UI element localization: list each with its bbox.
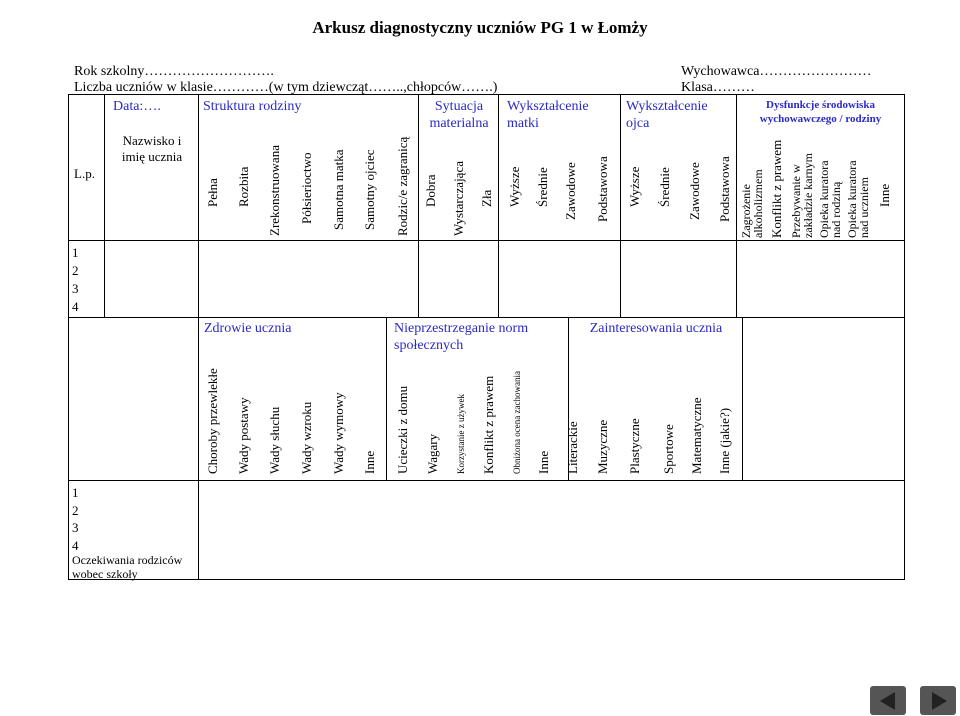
bottom-column-header: Inne bbox=[536, 450, 551, 474]
top-column-header: Konflikt z prawem bbox=[769, 139, 784, 238]
bottom-column-header: Wady postawy bbox=[236, 397, 251, 474]
bottom-column-header: Wady wymowy bbox=[331, 392, 346, 474]
table-row: 4 bbox=[72, 299, 79, 314]
top-column-header: Opieka kuratora nad uczniem bbox=[845, 160, 871, 238]
family-structure-header: Struktura rodziny bbox=[203, 99, 302, 114]
top-column-header: Podstawowa bbox=[595, 156, 610, 222]
bottom-column-header: Wady wzroku bbox=[299, 401, 314, 474]
top-column-header: Dobra bbox=[423, 174, 438, 207]
previous-slide-button[interactable] bbox=[870, 686, 906, 715]
table-row: 2 bbox=[72, 263, 79, 278]
class-field: Klasa……… bbox=[681, 80, 755, 95]
top-column-header: Wyższe bbox=[507, 166, 522, 207]
next-slide-button[interactable] bbox=[920, 686, 956, 715]
table-row: 3 bbox=[72, 520, 79, 535]
bottom-column-header: Wady słuchu bbox=[267, 406, 282, 474]
tutor-field: Wychowawca…………………… bbox=[681, 64, 872, 79]
top-column-header: Rozbita bbox=[236, 166, 251, 207]
bottom-row-numbers bbox=[72, 484, 79, 554]
bottom-column-header: Ucieczki z domu bbox=[395, 385, 410, 474]
health-header: Zdrowie ucznia bbox=[204, 321, 292, 336]
top-column-header: Wyższe bbox=[627, 166, 642, 207]
lp-header: L.p. bbox=[74, 166, 95, 181]
student-name-header: Nazwisko i imię ucznia bbox=[121, 133, 183, 164]
bottom-column-header: Sportowe bbox=[661, 424, 676, 474]
top-column-header: Opieka kuratora nad rodziną bbox=[817, 160, 843, 238]
bottom-column-header: Obniżona ocena zachowania bbox=[512, 371, 522, 474]
table-row: 1 bbox=[72, 245, 79, 260]
table-row: 4 bbox=[72, 537, 79, 553]
top-column-header: Rodzic/e zagranicą bbox=[395, 136, 410, 236]
top-column-header: Średnie bbox=[657, 167, 672, 207]
table-row: 2 bbox=[72, 502, 79, 518]
social-norms-header: Nieprzestrzeganie norm społecznych bbox=[394, 321, 529, 353]
bottom-column-header: Literackie bbox=[565, 421, 580, 474]
bottom-column-header: Plastyczne bbox=[627, 418, 642, 474]
bottom-column-header: Konflikt z prawem bbox=[481, 375, 496, 474]
top-column-header: Pełna bbox=[205, 178, 220, 207]
table-row: 1 bbox=[72, 485, 79, 500]
top-column-header: Przebywanie w zakładzie karnym bbox=[789, 153, 815, 238]
document-title: Arkusz diagnostyczny uczniów PG 1 w Łomży bbox=[312, 18, 648, 37]
top-column-header: Zagrożenie alkoholizmem bbox=[739, 169, 765, 238]
mother-education-header: Wykształcenie matki bbox=[507, 99, 589, 131]
top-column-header: Wystarczająca bbox=[451, 161, 466, 236]
school-year-field: Rok szkolny………………………. bbox=[74, 64, 274, 79]
top-row-numbers bbox=[72, 244, 79, 316]
top-column-header: Zawodowe bbox=[687, 162, 702, 220]
top-column-header: Inne bbox=[877, 183, 892, 207]
top-column-header: Zła bbox=[479, 189, 494, 207]
bottom-column-header: Choroby przewlekłe bbox=[205, 368, 220, 474]
top-column-header: Średnie bbox=[535, 167, 550, 207]
parents-expectations-label: Oczekiwania rodziców wobec szkoły bbox=[72, 553, 183, 581]
table-row: 3 bbox=[72, 281, 79, 296]
interests-header: Zainteresowania ucznia bbox=[589, 321, 723, 336]
top-column-header: Podstawowa bbox=[717, 156, 732, 222]
bottom-column-header: Korzystanie z używek bbox=[456, 394, 466, 474]
top-column-header: Samotna matka bbox=[331, 149, 346, 230]
top-column-header: Samotny ojciec bbox=[362, 149, 377, 230]
top-column-header: Półsierioctwo bbox=[299, 152, 314, 224]
bottom-column-header: Inne (jakie?) bbox=[717, 407, 732, 474]
students-count-field: Liczba uczniów w klasie…………(w tym dziewcząt……..,chłopców…….) bbox=[74, 80, 498, 95]
top-column-header: Zawodowe bbox=[563, 162, 578, 220]
bottom-column-header: Inne bbox=[362, 450, 377, 474]
dysfunctions-header: Dysfunkcje środowiska wychowawczego / rodziny bbox=[759, 99, 882, 125]
father-education-header: Wykształcenie ojca bbox=[626, 99, 708, 131]
top-column-header: Zrekonstruowana bbox=[267, 145, 282, 236]
bottom-column-header: Matematyczne bbox=[689, 397, 704, 474]
bottom-column-header: Muzyczne bbox=[595, 419, 610, 474]
material-situation-header: Sytuacja materialna bbox=[429, 99, 489, 131]
bottom-column-header: Wagary bbox=[425, 433, 440, 474]
date-label: Data:…. bbox=[113, 99, 161, 114]
